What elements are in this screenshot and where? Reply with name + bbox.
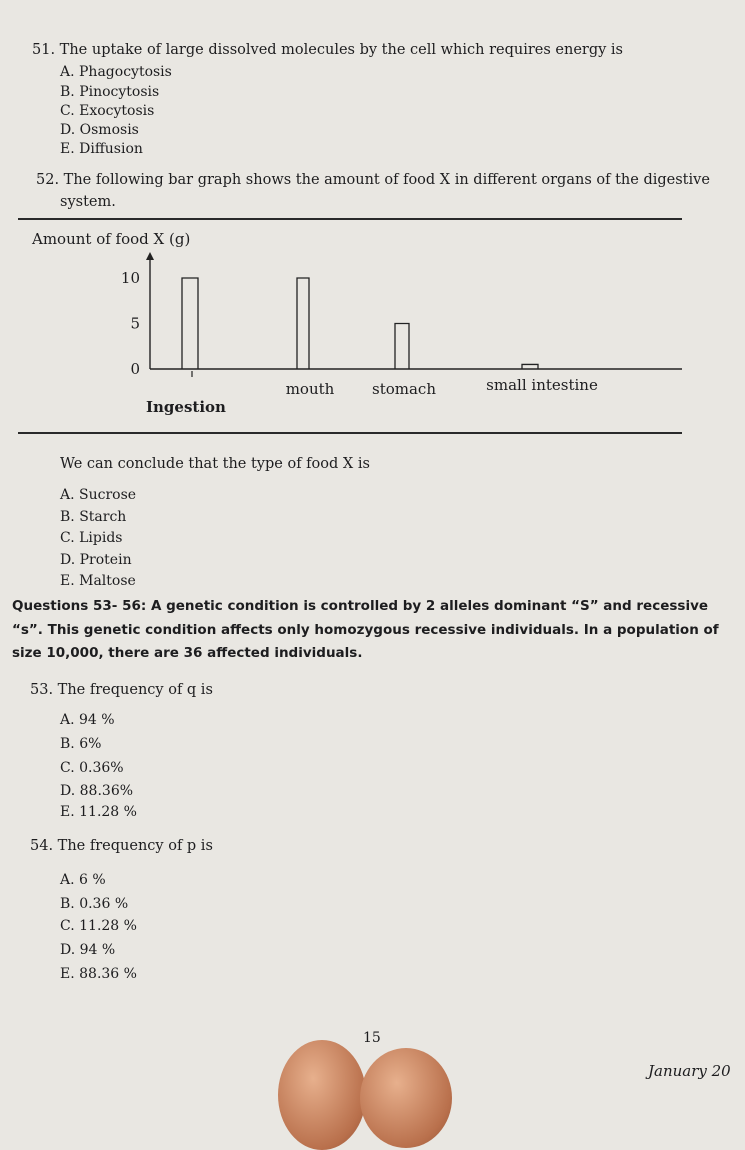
q54-option-d: D. 94 % [60, 942, 116, 958]
y-tick-label: 5 [130, 314, 140, 333]
footer-date: January 20 [648, 1062, 731, 1080]
x-category-label: stomach [372, 380, 436, 398]
q51-option-c: C. Exocytosis [60, 103, 155, 119]
y-axis-label: Amount of food X (g) [32, 230, 191, 248]
q51-option-d: D. Osmosis [60, 122, 139, 138]
x-category-label: small intestine [486, 376, 598, 394]
finger-left [278, 1040, 366, 1150]
q53-option-e: E. 11.28 % [60, 804, 137, 820]
page-number: 15 [363, 1030, 381, 1046]
q54-option-c: C. 11.28 % [60, 918, 137, 934]
q53-option-a: A. 94 % [60, 712, 115, 728]
genetics-intro-line2: “s”. This genetic condition affects only homozygous recessive individuals. In a population of [12, 622, 719, 638]
q52-stem-line2: system. [60, 194, 116, 210]
q53-option-c: C. 0.36% [60, 760, 124, 776]
q54-option-e: E. 88.36 % [60, 966, 137, 982]
q52-option-b: B. Starch [60, 509, 127, 525]
bar-mouth [297, 278, 309, 369]
q52-option-e: E. Maltose [60, 573, 136, 589]
finger-right [360, 1048, 452, 1148]
y-tick-label: 0 [130, 360, 140, 378]
q54-option-b: B. 0.36 % [60, 896, 129, 912]
q52-option-d: D. Protein [60, 552, 132, 568]
q51-option-e: E. Diffusion [60, 141, 143, 157]
genetics-intro-line3: size 10,000, there are 36 affected individuals. [12, 645, 363, 661]
q54-stem: 54. The frequency of p is [30, 838, 213, 854]
bar-chart-svg [18, 220, 682, 432]
q54-option-a: A. 6 % [60, 872, 106, 888]
q52-stem-line1: 52. The following bar graph shows the amount of food X in different organs of the digestive [36, 172, 710, 188]
genetics-intro-line1: Questions 53- 56: A genetic condition is controlled by 2 alleles dominant “S” and recessive [12, 598, 709, 614]
q52-option-c: C. Lipids [60, 530, 123, 546]
q51-option-b: B. Pinocytosis [60, 84, 160, 100]
q52-conclusion: We can conclude that the type of food X is [60, 456, 370, 472]
bar-chart [18, 218, 682, 434]
y-tick-label: 10 [120, 269, 140, 287]
bar-stomach [395, 324, 409, 370]
y-axis-arrow [146, 252, 154, 260]
q51-option-a: A. Phagocytosis [60, 64, 172, 80]
q53-option-b: B. 6% [60, 736, 102, 752]
q51-stem: 51. The uptake of large dissolved molecules by the cell which requires energy is [32, 42, 623, 58]
q52-option-a: A. Sucrose [60, 487, 137, 503]
x-category-label: Ingestion [146, 398, 226, 416]
q53-option-d: D. 88.36% [60, 783, 134, 799]
q53-stem: 53. The frequency of q is [30, 682, 213, 698]
bar-ingestion [182, 278, 198, 369]
x-category-label: mouth [285, 380, 335, 398]
